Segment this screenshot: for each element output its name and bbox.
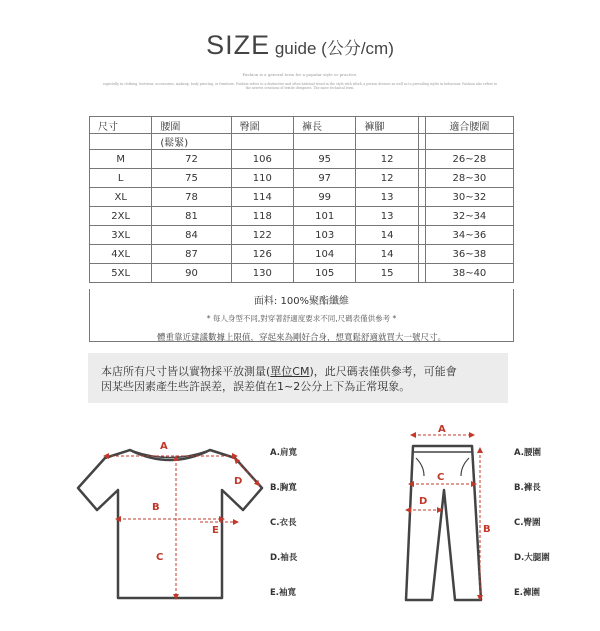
disclaimer-a: 本店所有尺寸皆以實物採平放測量( <box>101 365 271 378</box>
table-cell: 106 <box>231 150 293 169</box>
table-cell: 99 <box>293 188 355 207</box>
table-cell: 26~28 <box>425 150 513 169</box>
subtitle-line2: especially in clothing, footwear, accessories, makeup, body piercing, or furniture. Fashion refers to a distinctive and often habitual trend in the style with which a person dresses as well as to prevailing styles in behaviour. Fashion also refers to the newest creations of textile designers. The more technical term. <box>102 82 498 90</box>
table-cell: 12 <box>356 150 418 169</box>
tshirt-letter-e: E <box>212 525 219 536</box>
table-cell: 38~40 <box>425 264 513 283</box>
note-weight: 體重靠近建議數據上限值，穿起來為剛好合身，想寬鬆舒適就買大一號尺寸。 <box>156 333 446 343</box>
table-cell: 114 <box>231 188 293 207</box>
tshirt-letter-c: C <box>156 552 164 563</box>
pants-letter-b: B <box>483 524 491 535</box>
tshirt-outline <box>78 450 262 598</box>
table-cell: 103 <box>293 226 355 245</box>
title-size: SIZE <box>206 30 271 60</box>
table-cell: 81 <box>152 207 231 226</box>
pants-legend-a: A.腰圍 <box>514 448 541 458</box>
disclaimer-line2: 因某些因素產生些許誤差，誤差值在1~2公分上下為正常現象。 <box>101 380 411 393</box>
shirt-legend-a: A.肩寬 <box>270 448 297 458</box>
shirt-legend-b: B.胸寬 <box>270 483 297 493</box>
pants-letter-d: D <box>419 496 428 507</box>
disclaimer-unit: 單位CM <box>270 365 310 378</box>
header-hip: 臀圍 <box>231 117 293 134</box>
table-cell: 4XL <box>90 245 152 264</box>
measurement-diagrams <box>0 420 600 631</box>
header-length: 褲長 <box>293 117 355 134</box>
title-guide: guide (公分/cm) <box>270 39 394 58</box>
pants-legend-e: E.褲圍 <box>514 588 541 598</box>
header-leg-opening: 褲腳 <box>356 117 418 134</box>
measurement-disclaimer <box>88 353 508 403</box>
table-cell: 126 <box>231 245 293 264</box>
table-cell: 28~30 <box>425 169 513 188</box>
table-cell: 104 <box>293 245 355 264</box>
table-row <box>90 207 514 226</box>
table-cell: 3XL <box>90 226 152 245</box>
table-gap <box>418 117 425 134</box>
disclaimer-b: )，此尺碼表僅供參考，可能會 <box>309 365 457 378</box>
table-cell: L <box>90 169 152 188</box>
header-fit-waist: 適合腰圍 <box>425 117 513 134</box>
table-cell: 14 <box>356 245 418 264</box>
table-row <box>90 169 514 188</box>
pants-outline <box>406 446 481 600</box>
table-header-note-row <box>90 134 514 150</box>
table-cell: 101 <box>293 207 355 226</box>
table-cell: 105 <box>293 264 355 283</box>
header-waist: 腰圍 <box>152 117 231 134</box>
pants-legend-b: B.褲長 <box>514 483 541 493</box>
pants-legend-d: D.大腿圍 <box>514 553 550 563</box>
pants-diagram <box>406 424 491 600</box>
tshirt-letter-a: A <box>160 441 168 452</box>
table-cell: 75 <box>152 169 231 188</box>
table-header-row <box>90 117 514 134</box>
table-cell: 95 <box>293 150 355 169</box>
table-cell: 97 <box>293 169 355 188</box>
table-cell: 12 <box>356 169 418 188</box>
table-cell: 32~34 <box>425 207 513 226</box>
table-row <box>90 188 514 207</box>
shirt-legend-e: E.袖寬 <box>270 588 297 598</box>
tshirt-diagram <box>78 441 262 598</box>
table-cell: M <box>90 150 152 169</box>
table-row <box>90 264 514 283</box>
tshirt-letter-d: D <box>234 476 243 487</box>
shirt-legend-c: C.衣長 <box>270 518 297 528</box>
table-cell: 90 <box>152 264 231 283</box>
table-cell: 14 <box>356 226 418 245</box>
table-row <box>90 150 514 169</box>
table-notes <box>89 289 514 342</box>
pants-letter-a: A <box>438 424 446 435</box>
table-cell: 130 <box>231 264 293 283</box>
table-cell: 36~38 <box>425 245 513 264</box>
table-cell: 72 <box>152 150 231 169</box>
table-cell: 13 <box>356 207 418 226</box>
pants-legend-c: C.臀圍 <box>514 518 541 528</box>
header-size: 尺寸 <box>90 117 152 134</box>
tshirt-letter-b: B <box>152 502 160 513</box>
size-table <box>89 116 514 283</box>
table-cell: 87 <box>152 245 231 264</box>
table-cell: 84 <box>152 226 231 245</box>
table-cell: 34~36 <box>425 226 513 245</box>
table-cell: 122 <box>231 226 293 245</box>
table-cell: 78 <box>152 188 231 207</box>
table-row <box>90 245 514 264</box>
table-cell: XL <box>90 188 152 207</box>
table-row <box>90 226 514 245</box>
table-cell: 15 <box>356 264 418 283</box>
shirt-legend-d: D.袖長 <box>270 553 298 563</box>
table-cell: 5XL <box>90 264 152 283</box>
fabric-text: 面料: 100%聚酯纖維 <box>253 296 350 307</box>
pants-letter-c: C <box>437 472 445 483</box>
subtitle-line1: Fashion is a general term for a popular style or practice, <box>242 72 358 77</box>
page-title <box>0 30 600 61</box>
table-cell: 30~32 <box>425 188 513 207</box>
table-cell: 118 <box>231 207 293 226</box>
table-cell: 2XL <box>90 207 152 226</box>
table-cell: 110 <box>231 169 293 188</box>
table-cell: 13 <box>356 188 418 207</box>
note-fit: * 每人身型不同,對穿著舒適度要求不同,尺碼表僅供參考 * <box>206 314 397 323</box>
waist-note: (鬆緊) <box>152 134 231 150</box>
